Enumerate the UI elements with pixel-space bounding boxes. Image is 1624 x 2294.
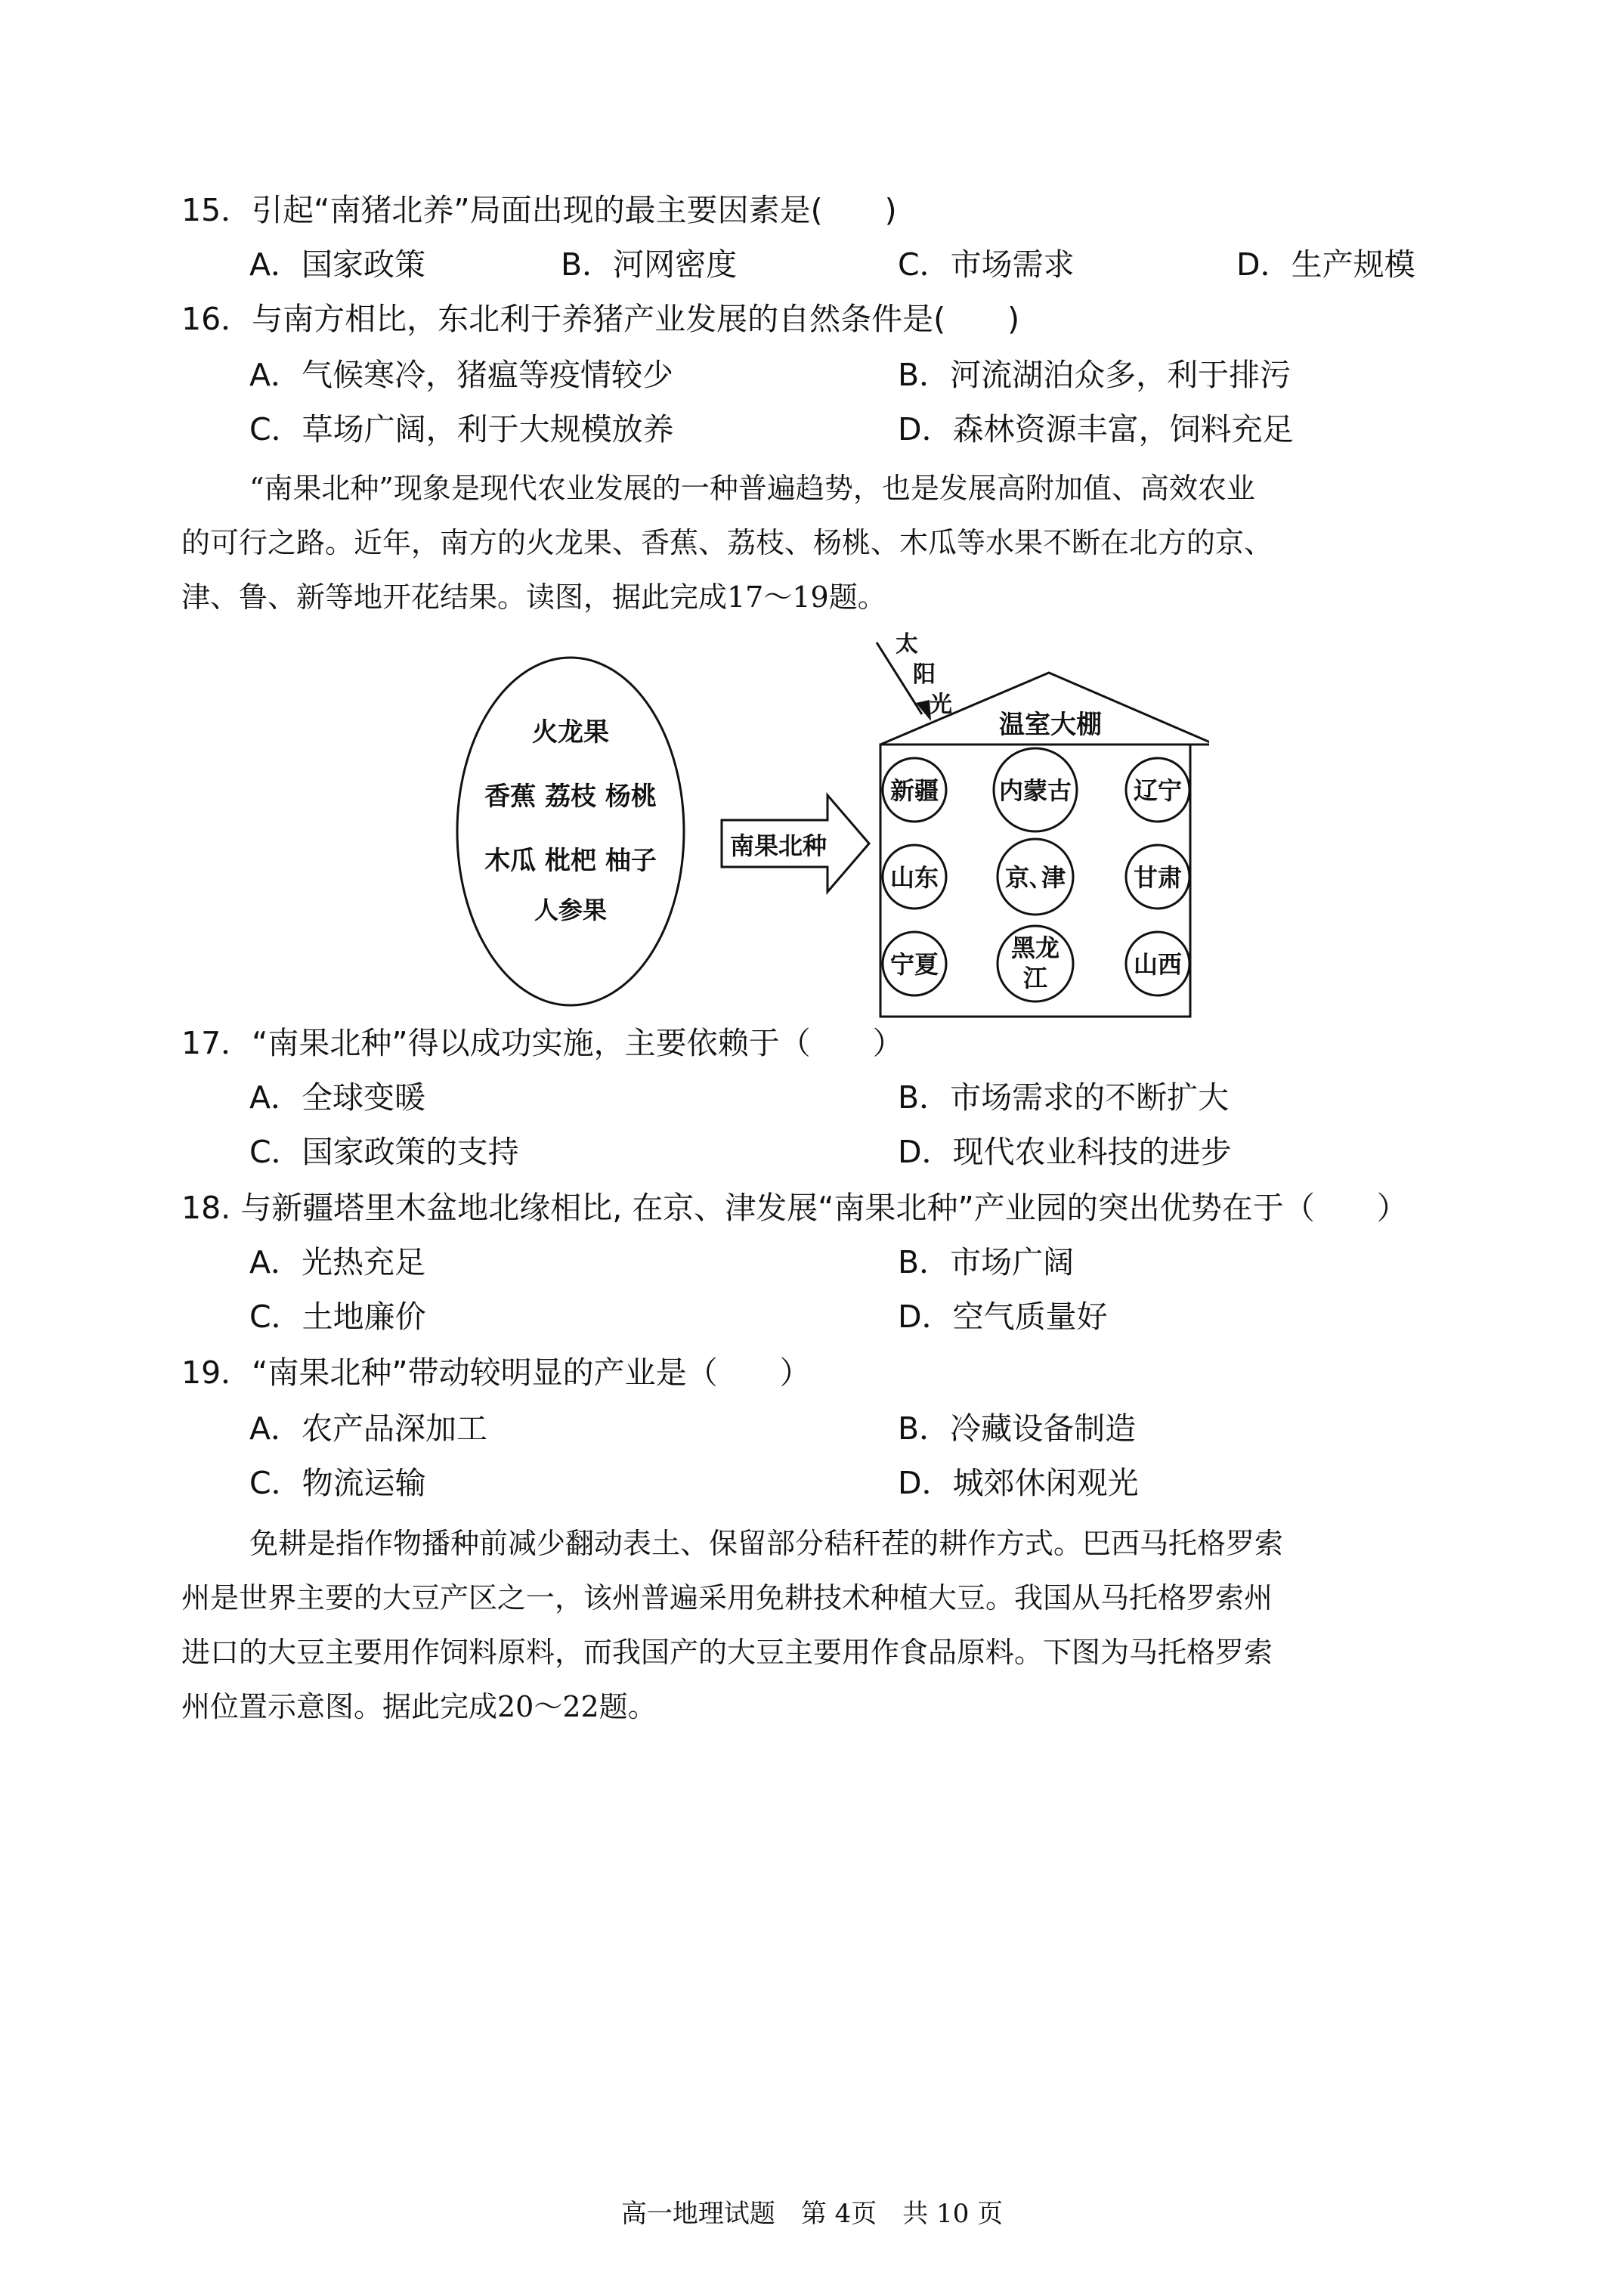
region-gansu: 甘肃 bbox=[1133, 863, 1183, 892]
sun-char-1: 太 bbox=[896, 631, 918, 658]
q16-option-a: A．气候寒冷，猪瘟等疫情较少 bbox=[249, 357, 674, 393]
q16-option-d: D．森林资源丰富，饲料充足 bbox=[898, 411, 1294, 447]
q17-option-b: B．市场需求的不断扩大 bbox=[898, 1079, 1230, 1116]
passage-2-line-2: 州是世界主要的大豆产区之一，该州普遍采用免耕技术种植大豆。我国从马托格罗索州 bbox=[181, 1581, 1273, 1614]
q16-option-b: B．河流湖泊众多，利于排污 bbox=[898, 357, 1291, 393]
q18-option-b: B．市场广阔 bbox=[898, 1244, 1075, 1280]
question-19-stem: 19．“南果北种”带动较明显的产业是（ ） bbox=[181, 1354, 811, 1391]
sun-char-2: 阳 bbox=[913, 661, 936, 688]
passage-2-line-3: 进口的大豆主要用作饲料原料，而我国产的大豆主要用作食品原料。下图为马托格罗索 bbox=[181, 1636, 1273, 1669]
region-jingjin: 京､津 bbox=[1004, 863, 1066, 892]
fruit-ellipse bbox=[457, 658, 684, 1005]
region-shandong: 山东 bbox=[889, 863, 939, 892]
question-16-stem: 16．与南方相比，东北利于养猪产业发展的自然条件是( ) bbox=[181, 301, 1020, 337]
q19-option-a: A．农产品深加工 bbox=[249, 1410, 488, 1447]
passage-2-line-4: 州位置示意图。据此完成20～22题。 bbox=[181, 1690, 657, 1723]
passage-1-line-1: “南果北种”现象是现代农业发展的一种普遍趋势，也是发展高附加值、高效农业 bbox=[249, 472, 1255, 505]
q18-option-c: C．土地廉价 bbox=[249, 1299, 426, 1335]
fruit-line-2: 香蕉 荔枝 杨桃 bbox=[484, 782, 657, 812]
q18-option-d: D．空气质量好 bbox=[898, 1299, 1108, 1335]
q15-option-c: C．市场需求 bbox=[898, 246, 1075, 283]
q19-option-c: C．物流运输 bbox=[249, 1465, 426, 1501]
region-heilongjiang-2: 江 bbox=[1022, 964, 1048, 992]
arrow-label: 南果北种 bbox=[729, 831, 827, 860]
q15-option-b: B．河网密度 bbox=[561, 246, 738, 283]
passage-1-line-2: 的可行之路。近年，南方的火龙果、香蕉、荔枝、杨桃、木瓜等水果不断在北方的京、 bbox=[181, 526, 1273, 559]
q17-option-c: C．国家政策的支持 bbox=[249, 1134, 519, 1170]
sun-ray-arrowhead bbox=[916, 700, 931, 721]
q18-option-a: A．光热充足 bbox=[249, 1244, 426, 1280]
question-18-stem: 18. 与新疆塔里木盆地北缘相比, 在京、津发展“南果北种”产业园的突出优势在于（ ） bbox=[181, 1190, 1408, 1226]
sun-char-3: 光 bbox=[930, 692, 952, 718]
q16-option-c: C．草场广阔，利于大规模放养 bbox=[249, 411, 674, 447]
fruit-line-1: 火龙果 bbox=[532, 717, 609, 748]
passage-1-line-3: 津、鲁、新等地开花结果。读图，据此完成17～19题。 bbox=[181, 580, 886, 614]
region-ningxia: 宁夏 bbox=[889, 950, 939, 979]
region-heilongjiang-1: 黑龙 bbox=[1010, 933, 1060, 962]
passage-2-line-1: 免耕是指作物播种前减少翻动表土、保留部分秸秆茬的耕作方式。巴西马托格罗索 bbox=[249, 1527, 1284, 1560]
q19-option-d: D．城郊休闲观光 bbox=[898, 1465, 1139, 1501]
q17-option-a: A．全球变暖 bbox=[249, 1079, 426, 1116]
q15-option-d: D．生产规模 bbox=[1236, 246, 1415, 283]
q15-option-a: A．国家政策 bbox=[249, 246, 426, 283]
fruit-line-3: 木瓜 枇杷 柚子 bbox=[484, 846, 657, 876]
region-neimenggu: 内蒙古 bbox=[998, 776, 1072, 805]
greenhouse-title: 温室大棚 bbox=[999, 710, 1102, 740]
question-15-stem: 15．引起“南猪北养”局面出现的最主要因素是( ) bbox=[181, 192, 897, 228]
q17-option-d: D．现代农业科技的进步 bbox=[898, 1134, 1232, 1170]
q19-option-b: B．冷藏设备制造 bbox=[898, 1410, 1137, 1447]
region-xinjiang: 新疆 bbox=[889, 776, 939, 805]
fruit-line-4: 人参果 bbox=[534, 896, 608, 924]
south-fruit-north-planting-diagram bbox=[453, 627, 1209, 1020]
page-footer: 高一地理试题 第 4页 共 10 页 bbox=[620, 2199, 1004, 2229]
region-shanxi: 山西 bbox=[1133, 950, 1183, 979]
question-17-stem: 17．“南果北种”得以成功实施，主要依赖于（ ） bbox=[181, 1025, 904, 1061]
region-liaoning: 辽宁 bbox=[1133, 776, 1183, 805]
